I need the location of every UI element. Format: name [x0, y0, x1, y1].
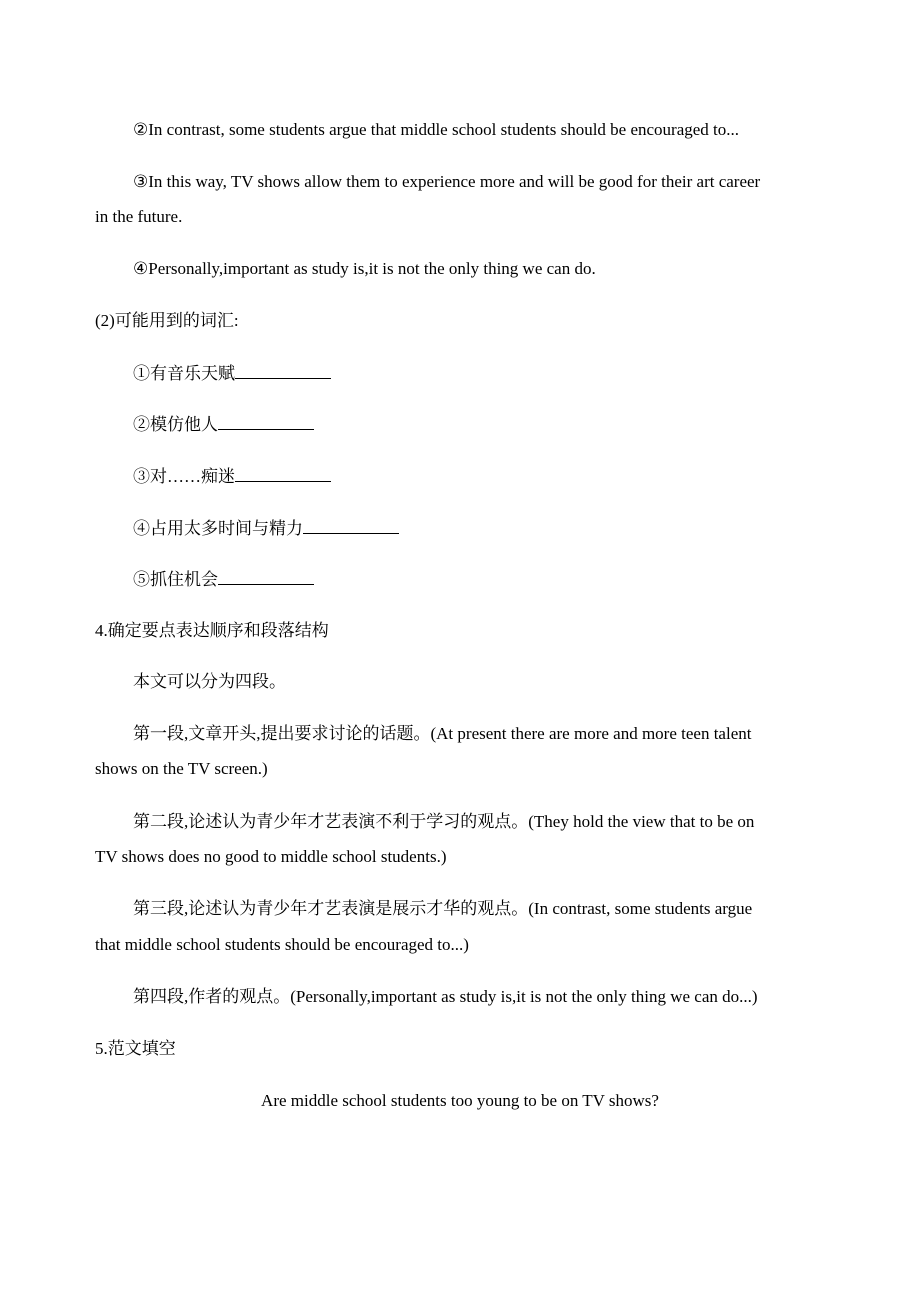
vocab-label: ③对……痴迷 [133, 467, 235, 486]
sentence-4: ④Personally,important as study is,it is not the only thing we can do. [133, 259, 596, 278]
vocab-item-4 [133, 518, 399, 539]
answer-blank[interactable] [218, 569, 314, 585]
section-5-heading: 5.范文填空 [95, 1039, 176, 1058]
vocab-label: ④占用太多时间与精力 [133, 519, 303, 538]
sentence-3-cont: in the future. [95, 207, 183, 226]
answer-blank[interactable] [235, 466, 331, 482]
vocab-heading: (2)可能用到的词汇: [95, 311, 239, 330]
paragraph-1-line-2: shows on the TV screen.) [95, 759, 268, 778]
vocab-item-3 [133, 466, 331, 487]
vocab-label: ②模仿他人 [133, 415, 218, 434]
section-4-heading: 4.确定要点表达顺序和段落结构 [95, 621, 329, 640]
paragraph-2-line-2: TV shows does no good to middle school students.) [95, 847, 447, 866]
paragraph-3-line-2: that middle school students should be encouraged to...) [95, 935, 469, 954]
vocab-item-2 [133, 414, 314, 435]
paragraph-3-line-1: 第三段,论述认为青少年才艺表演是展示才华的观点。(In contrast, some students argue [133, 899, 753, 918]
vocab-item-1 [133, 363, 331, 384]
sentence-2: ②In contrast, some students argue that middle school students should be encouraged to... [133, 120, 740, 139]
vocab-item-5 [133, 569, 314, 590]
paragraph-1-line-1: 第一段,文章开头,提出要求讨论的话题。(At present there are more and more teen talent [133, 724, 752, 743]
answer-blank[interactable] [235, 363, 331, 379]
section-4-intro: 本文可以分为四段。 [133, 672, 286, 691]
vocab-label: ①有音乐天赋 [133, 364, 235, 383]
paragraph-4-line-1: 第四段,作者的观点。(Personally,important as study is,it is not the only thing we can do...) [133, 987, 758, 1006]
essay-title: Are middle school students too young to be on TV shows? [261, 1091, 659, 1110]
sentence-3: ③In this way, TV shows allow them to experience more and will be good for their art career [133, 172, 761, 191]
vocab-label: ⑤抓住机会 [133, 570, 218, 589]
answer-blank[interactable] [303, 518, 399, 534]
paragraph-2-line-1: 第二段,论述认为青少年才艺表演不利于学习的观点。(They hold the view that to be on [133, 812, 755, 831]
answer-blank[interactable] [218, 414, 314, 430]
